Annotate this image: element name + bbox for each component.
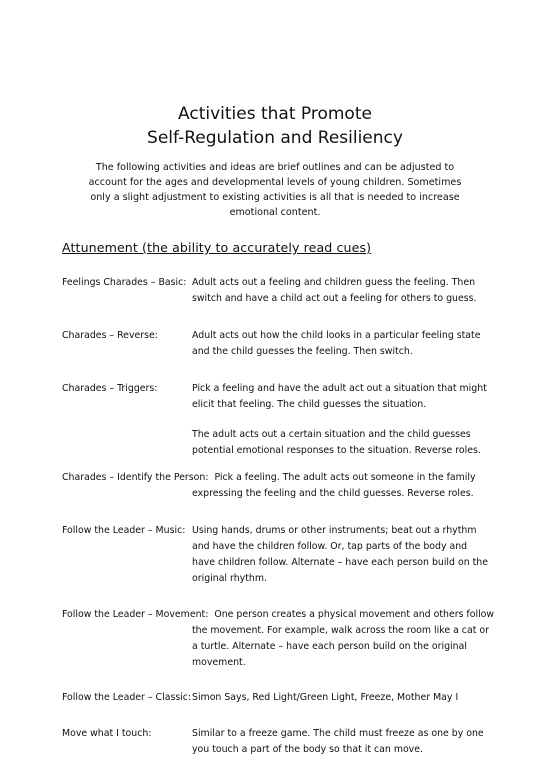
intro-paragraph: The following activities and ideas are brief outlines and can be adjusted to account for the ages and developmental levels of young children. Sometimes only a slight adjustment to existing activities is all that is needed to increase emotional content. xyxy=(88,162,462,218)
activity-entry xyxy=(62,726,492,760)
activity-label: Charades – Reverse: xyxy=(62,330,158,341)
activity-entry xyxy=(62,381,492,471)
activity-label: Follow the Leader – Classic: xyxy=(62,692,192,703)
activity-description-inline: Pick a feeling. The adult acts out someone in the family xyxy=(214,472,476,483)
document-title-line-1: Activities that Promote xyxy=(178,104,372,124)
document-title-line-2: Self-Regulation and Resiliency xyxy=(147,128,403,148)
activity-description: Adult acts out a feeling and children guess the feeling. Then switch and have a child act out a feeling for others to guess. xyxy=(192,277,477,304)
activity-description: Similar to a freeze game. The child must freeze as one by one you touch a part of the body so that it can move. xyxy=(192,728,484,755)
activity-description: Simon Says, Red Light/Green Light, Freeze, Mother May I xyxy=(192,692,459,703)
activity-label: Follow the Leader – Music: xyxy=(62,525,186,536)
activity-description: Using hands, drums or other instruments; beat out a rhythm and have the children follow. Or, tap parts of the body and have children follow. Alternate – have each person build on the original rhythm. xyxy=(192,525,489,584)
activity-label: Feelings Charades – Basic: xyxy=(62,277,187,288)
activity-entry xyxy=(62,328,492,362)
activity-description: Pick a feeling and have the adult act out a situation that might elicit that feeling. The child guesses the situation. xyxy=(192,383,487,410)
activity-description-secondary: The adult acts out a certain situation and the child guesses potential emotional responses to the situation. Reverse roles. xyxy=(192,429,481,456)
activity-entry xyxy=(62,690,492,708)
activity-label xyxy=(62,470,476,486)
activity-entry xyxy=(62,470,492,504)
activity-entry xyxy=(62,275,492,309)
activity-label: Charades – Triggers: xyxy=(62,383,158,394)
section-heading-attunement: Attunement (the ability to accurately read cues) xyxy=(62,240,372,255)
activity-label-text: Follow the Leader – Movement: xyxy=(62,609,209,620)
activity-entry xyxy=(62,523,492,589)
activity-label-text: Charades – Identify the Person: xyxy=(62,472,209,483)
activity-description: Adult acts out how the child looks in a particular feeling state and the child guesses the feeling. Then switch. xyxy=(192,330,481,357)
activity-description: the movement. For example, walk across the room like a cat or a turtle. Alternate – have each person build on the original movement. xyxy=(192,625,489,668)
activity-description-inline: One person creates a physical movement and others follow xyxy=(214,609,495,620)
activity-description: expressing the feeling and the child guesses. Reverse roles. xyxy=(192,488,474,499)
activity-label xyxy=(62,607,494,623)
activity-label: Move what I touch: xyxy=(62,728,152,739)
activity-entry xyxy=(62,607,495,673)
